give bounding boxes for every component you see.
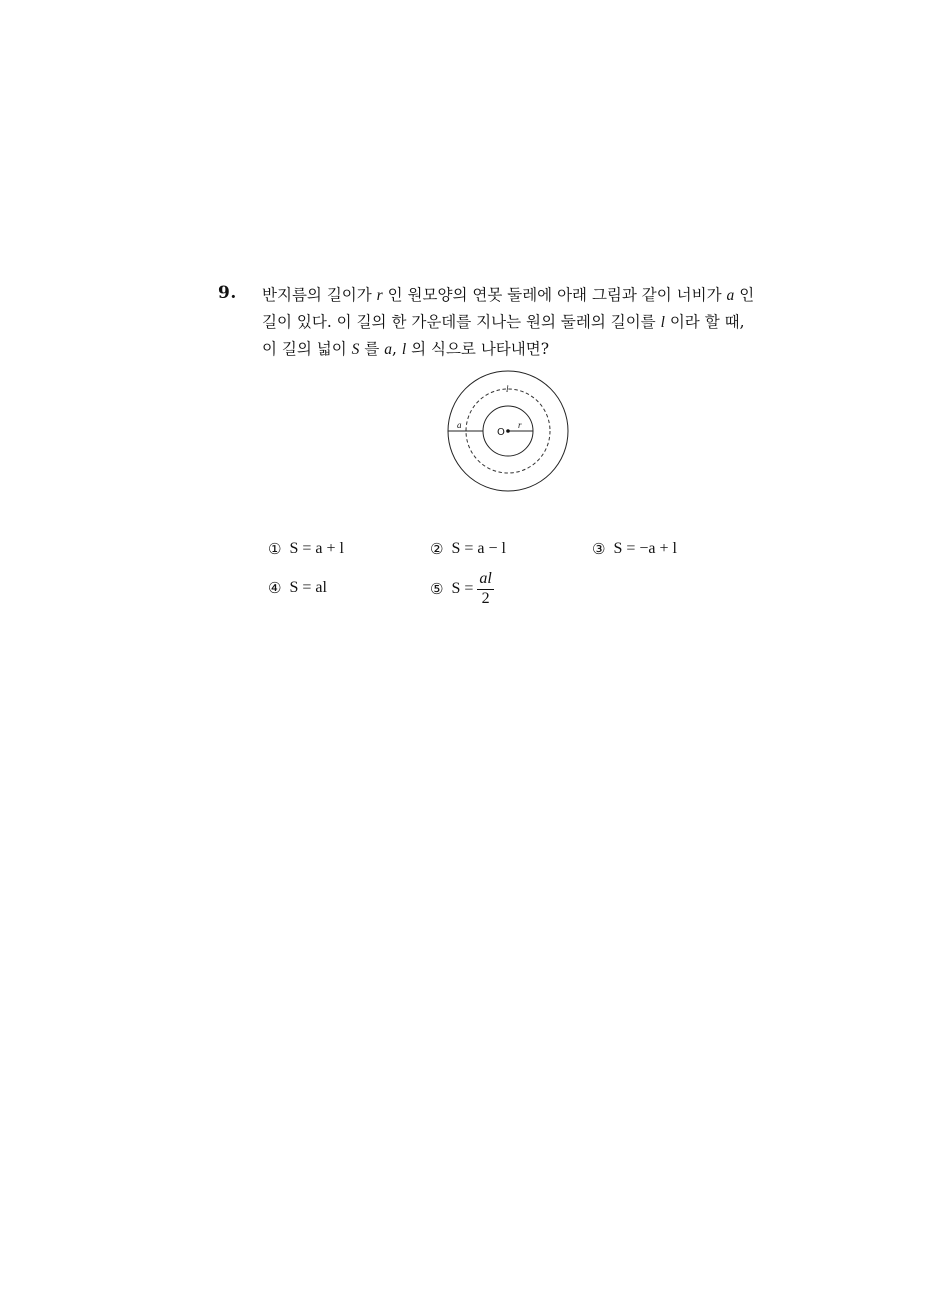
choice-5-marker: ⑤ — [430, 580, 444, 598]
choice-2-marker: ② — [430, 540, 444, 558]
choice-4-expr: S = al — [289, 579, 327, 596]
center-point — [506, 429, 510, 433]
choice-4-marker: ④ — [268, 579, 282, 597]
choice-2[interactable] — [430, 540, 506, 558]
label-a: a — [457, 420, 462, 430]
label-r: r — [518, 420, 522, 430]
choice-1[interactable] — [268, 540, 344, 558]
question-line-2: 길이 있다. 이 길의 한 가운데를 지나는 원의 둘레의 길이를 l 이라 할 때, — [262, 313, 745, 331]
var-s: S — [351, 341, 360, 358]
choice-2-expr: S = a − l — [451, 540, 506, 557]
choice-5-numerator: al — [477, 570, 493, 590]
var-l: l — [660, 314, 665, 331]
question-line-1: 반지름의 길이가 r 인 원모양의 연못 둘레에 아래 그림과 같이 너비가 a 인 — [262, 286, 755, 304]
choice-3[interactable] — [592, 540, 677, 558]
choice-1-expr: S = a + l — [289, 540, 344, 557]
choice-5[interactable] — [430, 570, 494, 608]
label-l: l — [506, 384, 509, 394]
problem-number: 9. — [218, 283, 237, 303]
concentric-circles-figure — [440, 368, 576, 498]
choice-5-fraction — [477, 570, 493, 608]
center-label: O — [497, 427, 505, 438]
choice-4[interactable] — [268, 579, 327, 597]
choice-3-marker: ③ — [592, 540, 606, 558]
var-a: a — [726, 287, 735, 304]
var-r: r — [376, 287, 383, 304]
choice-5-prefix: S = — [451, 580, 474, 597]
choice-3-expr: S = −a + l — [613, 540, 677, 557]
choice-1-marker: ① — [268, 540, 282, 558]
question-line-3: 이 길의 넓이 S 를 a, l 의 식으로 나타내면? — [262, 340, 550, 358]
question-text — [262, 282, 782, 363]
choice-5-denominator: 2 — [481, 590, 490, 607]
